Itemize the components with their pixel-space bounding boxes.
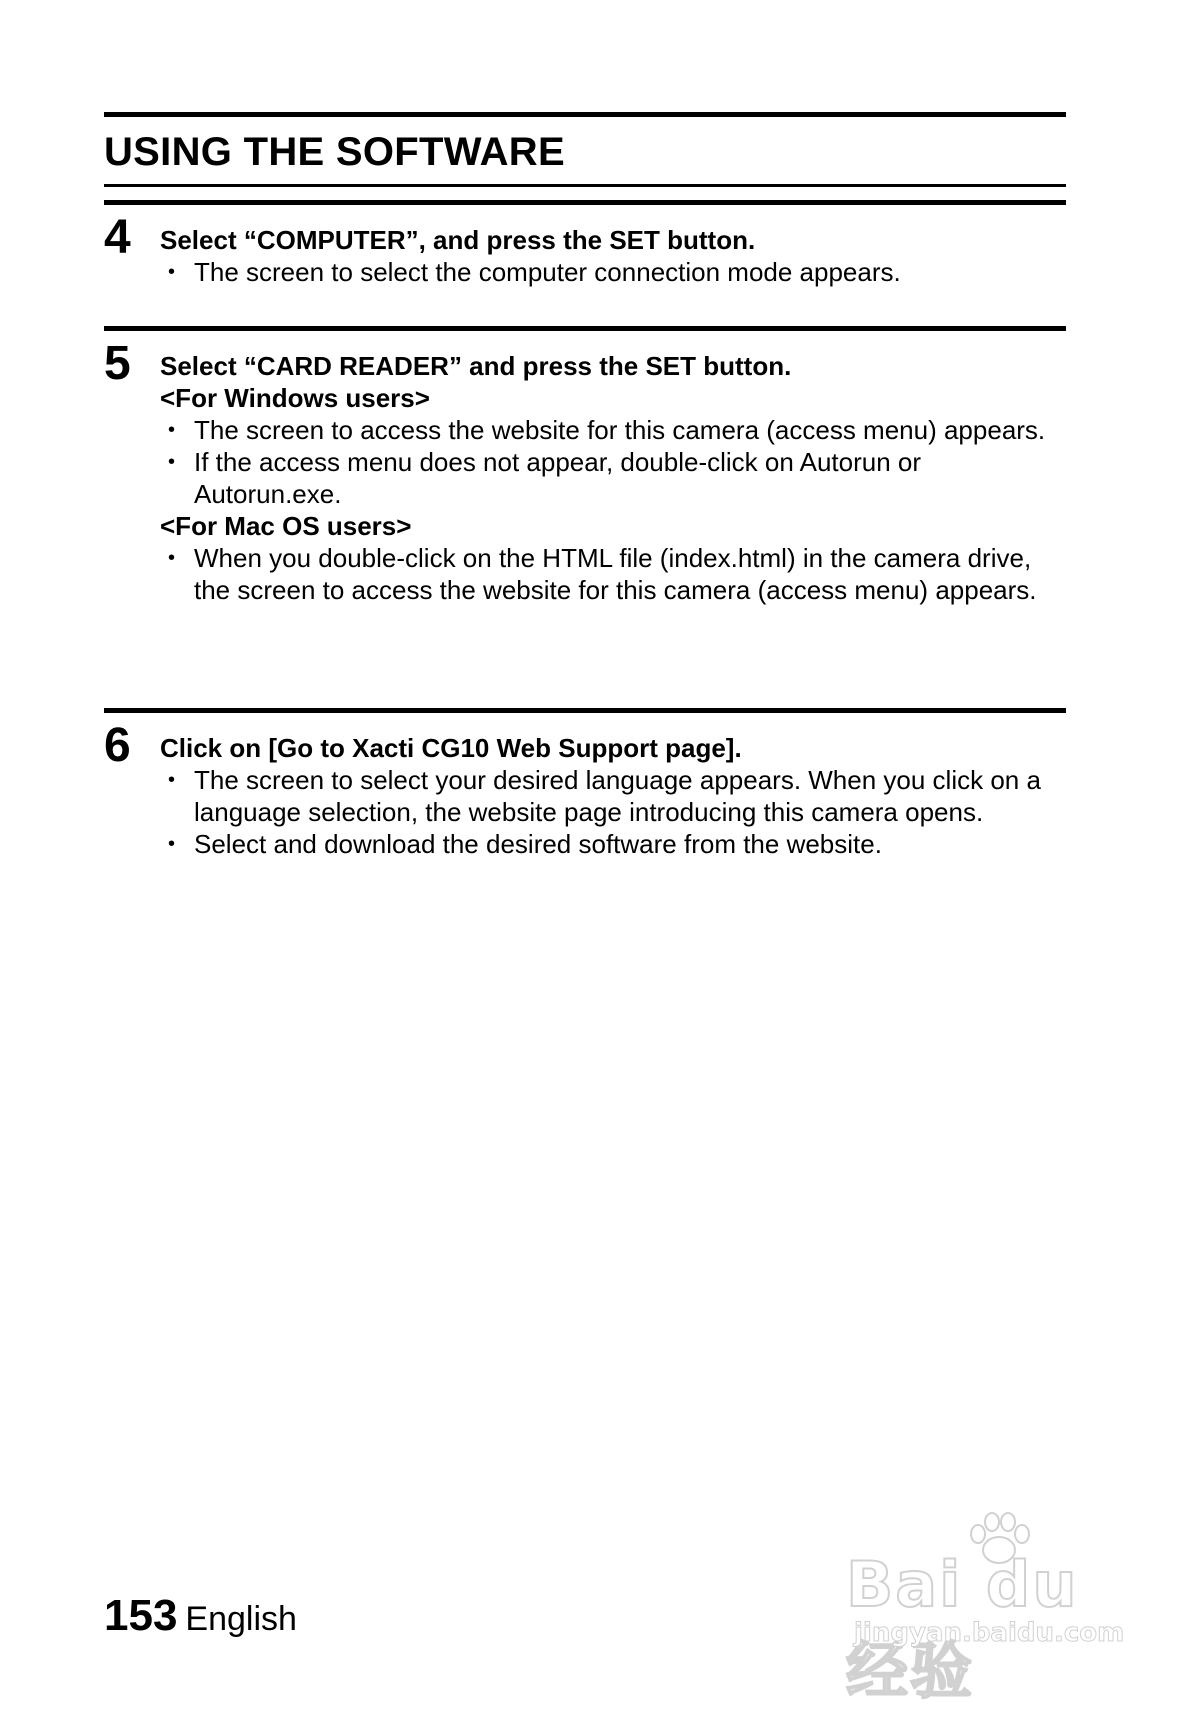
list-item: • Select and download the desired software from the website. — [168, 829, 882, 859]
bullet-icon: • — [168, 547, 176, 569]
bullet-icon: • — [168, 419, 176, 441]
bullet-icon: • — [168, 833, 176, 855]
page-language: English — [185, 1600, 297, 1638]
step-number: 4 — [104, 211, 131, 264]
bullet-list — [160, 542, 1060, 606]
step-body — [160, 732, 1060, 860]
list-item: • The screen to select the computer connection mode appears. — [168, 257, 901, 287]
step-number: 6 — [104, 719, 131, 772]
header-top-rule — [104, 112, 1066, 117]
step-heading: Click on [Go to Xacti CG10 Web Support page]. — [160, 733, 742, 763]
watermark-url: jingyan.baidu.com — [854, 1618, 1125, 1648]
step-heading: Select “CARD READER” and press the SET button. — [160, 351, 792, 381]
step-5-rule — [104, 326, 1066, 331]
windows-users-label: <For Windows users> — [160, 383, 430, 413]
baidu-watermark — [846, 1510, 1132, 1707]
bullet-list — [160, 414, 1060, 510]
step-4-rule — [104, 200, 1066, 205]
watermark-logo: Bai du 经验 — [846, 1548, 1079, 1707]
bullet-icon: • — [168, 769, 176, 791]
list-item: • The screen to access the website for this camera (access menu) appears. — [168, 415, 1046, 445]
bullet-list — [160, 764, 1060, 860]
list-item: • When you double-click on the HTML file (index.html) in the camera drive, the screen to access the website for this camera (access menu) appears. — [168, 543, 1037, 605]
step-heading: Select “COMPUTER”, and press the SET button. — [160, 225, 756, 255]
header-bottom-rule — [104, 184, 1066, 187]
step-number: 5 — [104, 337, 131, 390]
step-6-rule — [104, 708, 1066, 713]
list-item: • The screen to select your desired language appears. When you click on a language selection, the website page introducing this camera opens. — [168, 765, 1041, 827]
bullet-icon: • — [168, 261, 176, 283]
bullet-icon: • — [168, 451, 176, 473]
step-body — [160, 224, 1060, 288]
page-number: 153 — [104, 1591, 178, 1640]
mac-users-label: <For Mac OS users> — [160, 511, 412, 541]
section-title: USING THE SOFTWARE — [104, 130, 565, 174]
page-footer — [104, 1590, 297, 1645]
bullet-list — [160, 256, 1060, 288]
list-item: • If the access menu does not appear, double-click on Autorun or Autorun.exe. — [168, 447, 922, 509]
step-body — [160, 350, 1060, 606]
